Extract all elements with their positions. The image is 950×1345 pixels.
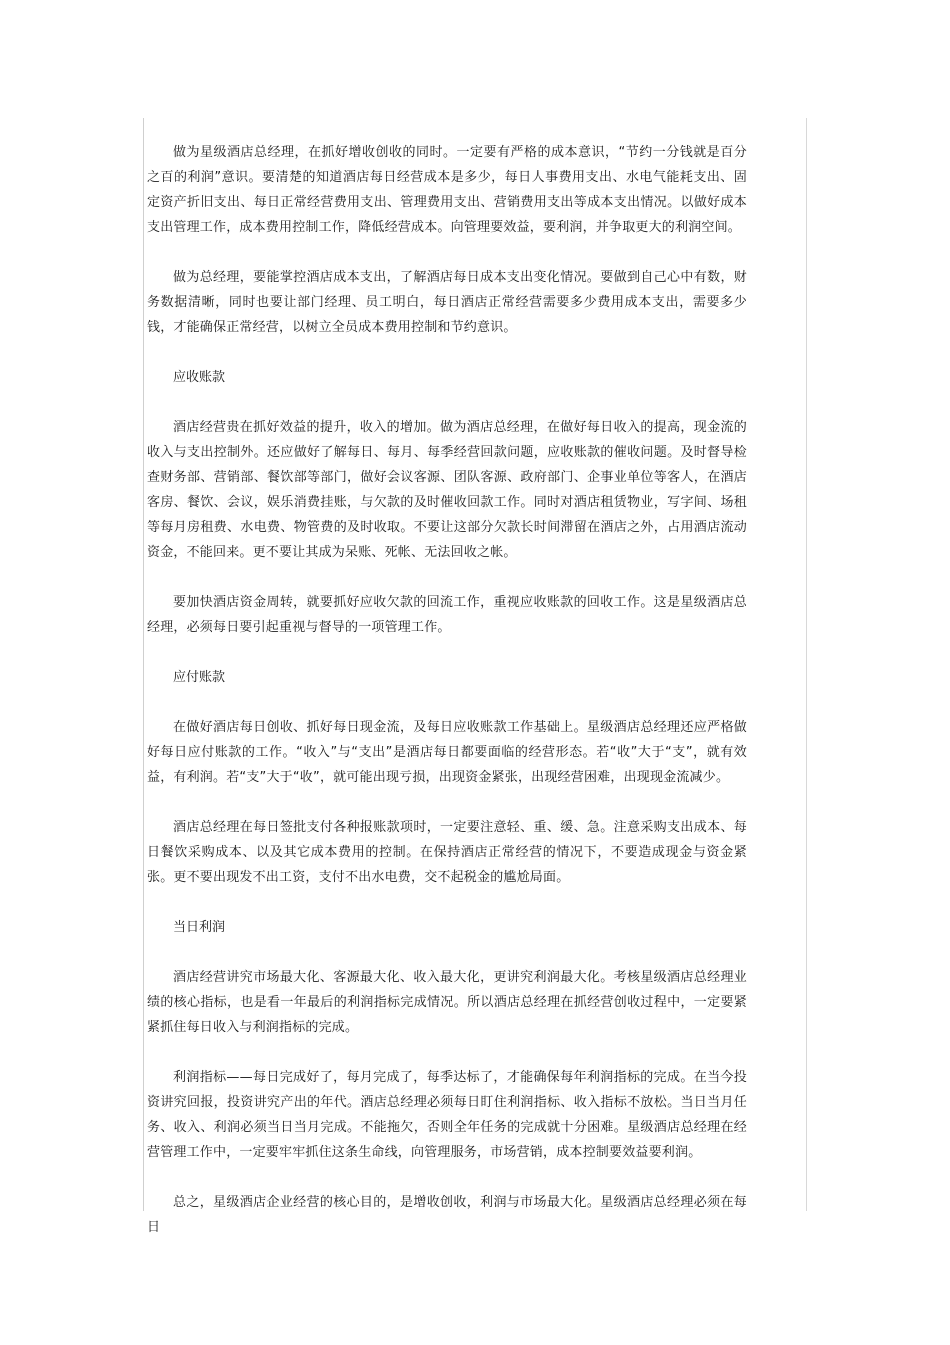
paragraph: 在做好酒店每日创收、抓好每日现金流，及每日应收账款工作基础上。星级酒店总经理还应严格做好每日应付账款的工作。“收入”与“支出”是酒店每日都要面临的经营形态。若“收”大于“支”，就有效益，有利润。若“支”大于“收”，就可能出现亏损，出现资金紧张，出现经营困难，出现现金流减少。	[147, 720, 747, 785]
document-page	[143, 118, 806, 1235]
paragraph: 利润指标——每日完成好了，每月完成了，每季达标了，才能确保每年利润指标的完成。在当今投资讲究回报，投资讲究产出的年代。酒店总经理必须每日盯住利润指标、收入指标不放松。当日当月任务、收入、利润必须当日当月完成。不能拖欠，否则全年任务的完成就十分困难。星级酒店总经理在经营管理工作中，一定要牢牢抓住这条生命线，向管理服务，市场营销，成本控制要效益要利润。	[147, 1070, 747, 1160]
page-right-border	[806, 118, 807, 1211]
paragraph: 要加快酒店资金周转，就要抓好应收欠款的回流工作，重视应收账款的回收工作。这是星级酒店总经理，必须每日要引起重视与督导的一项管理工作。	[147, 595, 747, 635]
paragraph: 酒店经营讲究市场最大化、客源最大化、收入最大化，更讲究利润最大化。考核星级酒店总经理业绩的核心指标，也是看一年最后的利润指标完成情况。所以酒店总经理在抓经营创收过程中，一定要紧紧抓住每日收入与利润指标的完成。	[147, 970, 747, 1035]
paragraph: 酒店总经理在每日签批支付各种报账款项时，一定要注意轻、重、缓、急。注意采购支出成本、每日餐饮采购成本、以及其它成本费用的控制。在保持酒店正常经营的情况下，不要造成现金与资金紧张。更不要出现发不出工资，支付不出水电费，交不起税金的尴尬局面。	[147, 820, 747, 885]
section-heading: 应付账款	[173, 670, 226, 685]
section-heading: 当日利润	[173, 920, 226, 935]
paragraph: 做为星级酒店总经理，在抓好增收创收的同时。一定要有严格的成本意识，“节约一分钱就是百分之百的利润”意识。要清楚的知道酒店每日经营成本是多少，每日人事费用支出、水电气能耗支出、固定资产折旧支出、每日正常经营费用支出、管理费用支出、营销费用支出等成本支出情况。以做好成本支出管理工作，成本费用控制工作，降低经营成本。向管理要效益，要利润，并争取更大的利润空间。	[147, 145, 747, 235]
document-body	[143, 140, 747, 1265]
paragraph: 做为总经理，要能掌控酒店成本支出，了解酒店每日成本支出变化情况。要做到自己心中有数，财务数据清晰，同时也要让部门经理、员工明白，每日酒店正常经营需要多少费用成本支出，需要多少钱，才能确保正常经营，以树立全员成本费用控制和节约意识。	[147, 270, 747, 335]
paragraph: 酒店经营贵在抓好效益的提升，收入的增加。做为酒店总经理，在做好每日收入的提高，现金流的收入与支出控制外。还应做好了解每日、每月、每季经营回款问题，应收账款的催收问题。及时督导检查财务部、营销部、餐饮部等部门，做好会议客源、团队客源、政府部门、企事业单位等客人，在酒店客房、餐饮、会议，娱乐消费挂账，与欠款的及时催收回款工作。同时对酒店租赁物业，写字间、场租等每月房租费、水电费、物管费的及时收取。不要让这部分欠款长时间滞留在酒店之外，占用酒店流动资金，不能回来。更不要让其成为呆账、死帐、无法回收之帐。	[147, 420, 747, 560]
section-heading: 应收账款	[173, 370, 226, 385]
paragraph: 总之，星级酒店企业经营的核心目的，是增收创收，利润与市场最大化。星级酒店总经理必须在每日	[147, 1195, 747, 1235]
